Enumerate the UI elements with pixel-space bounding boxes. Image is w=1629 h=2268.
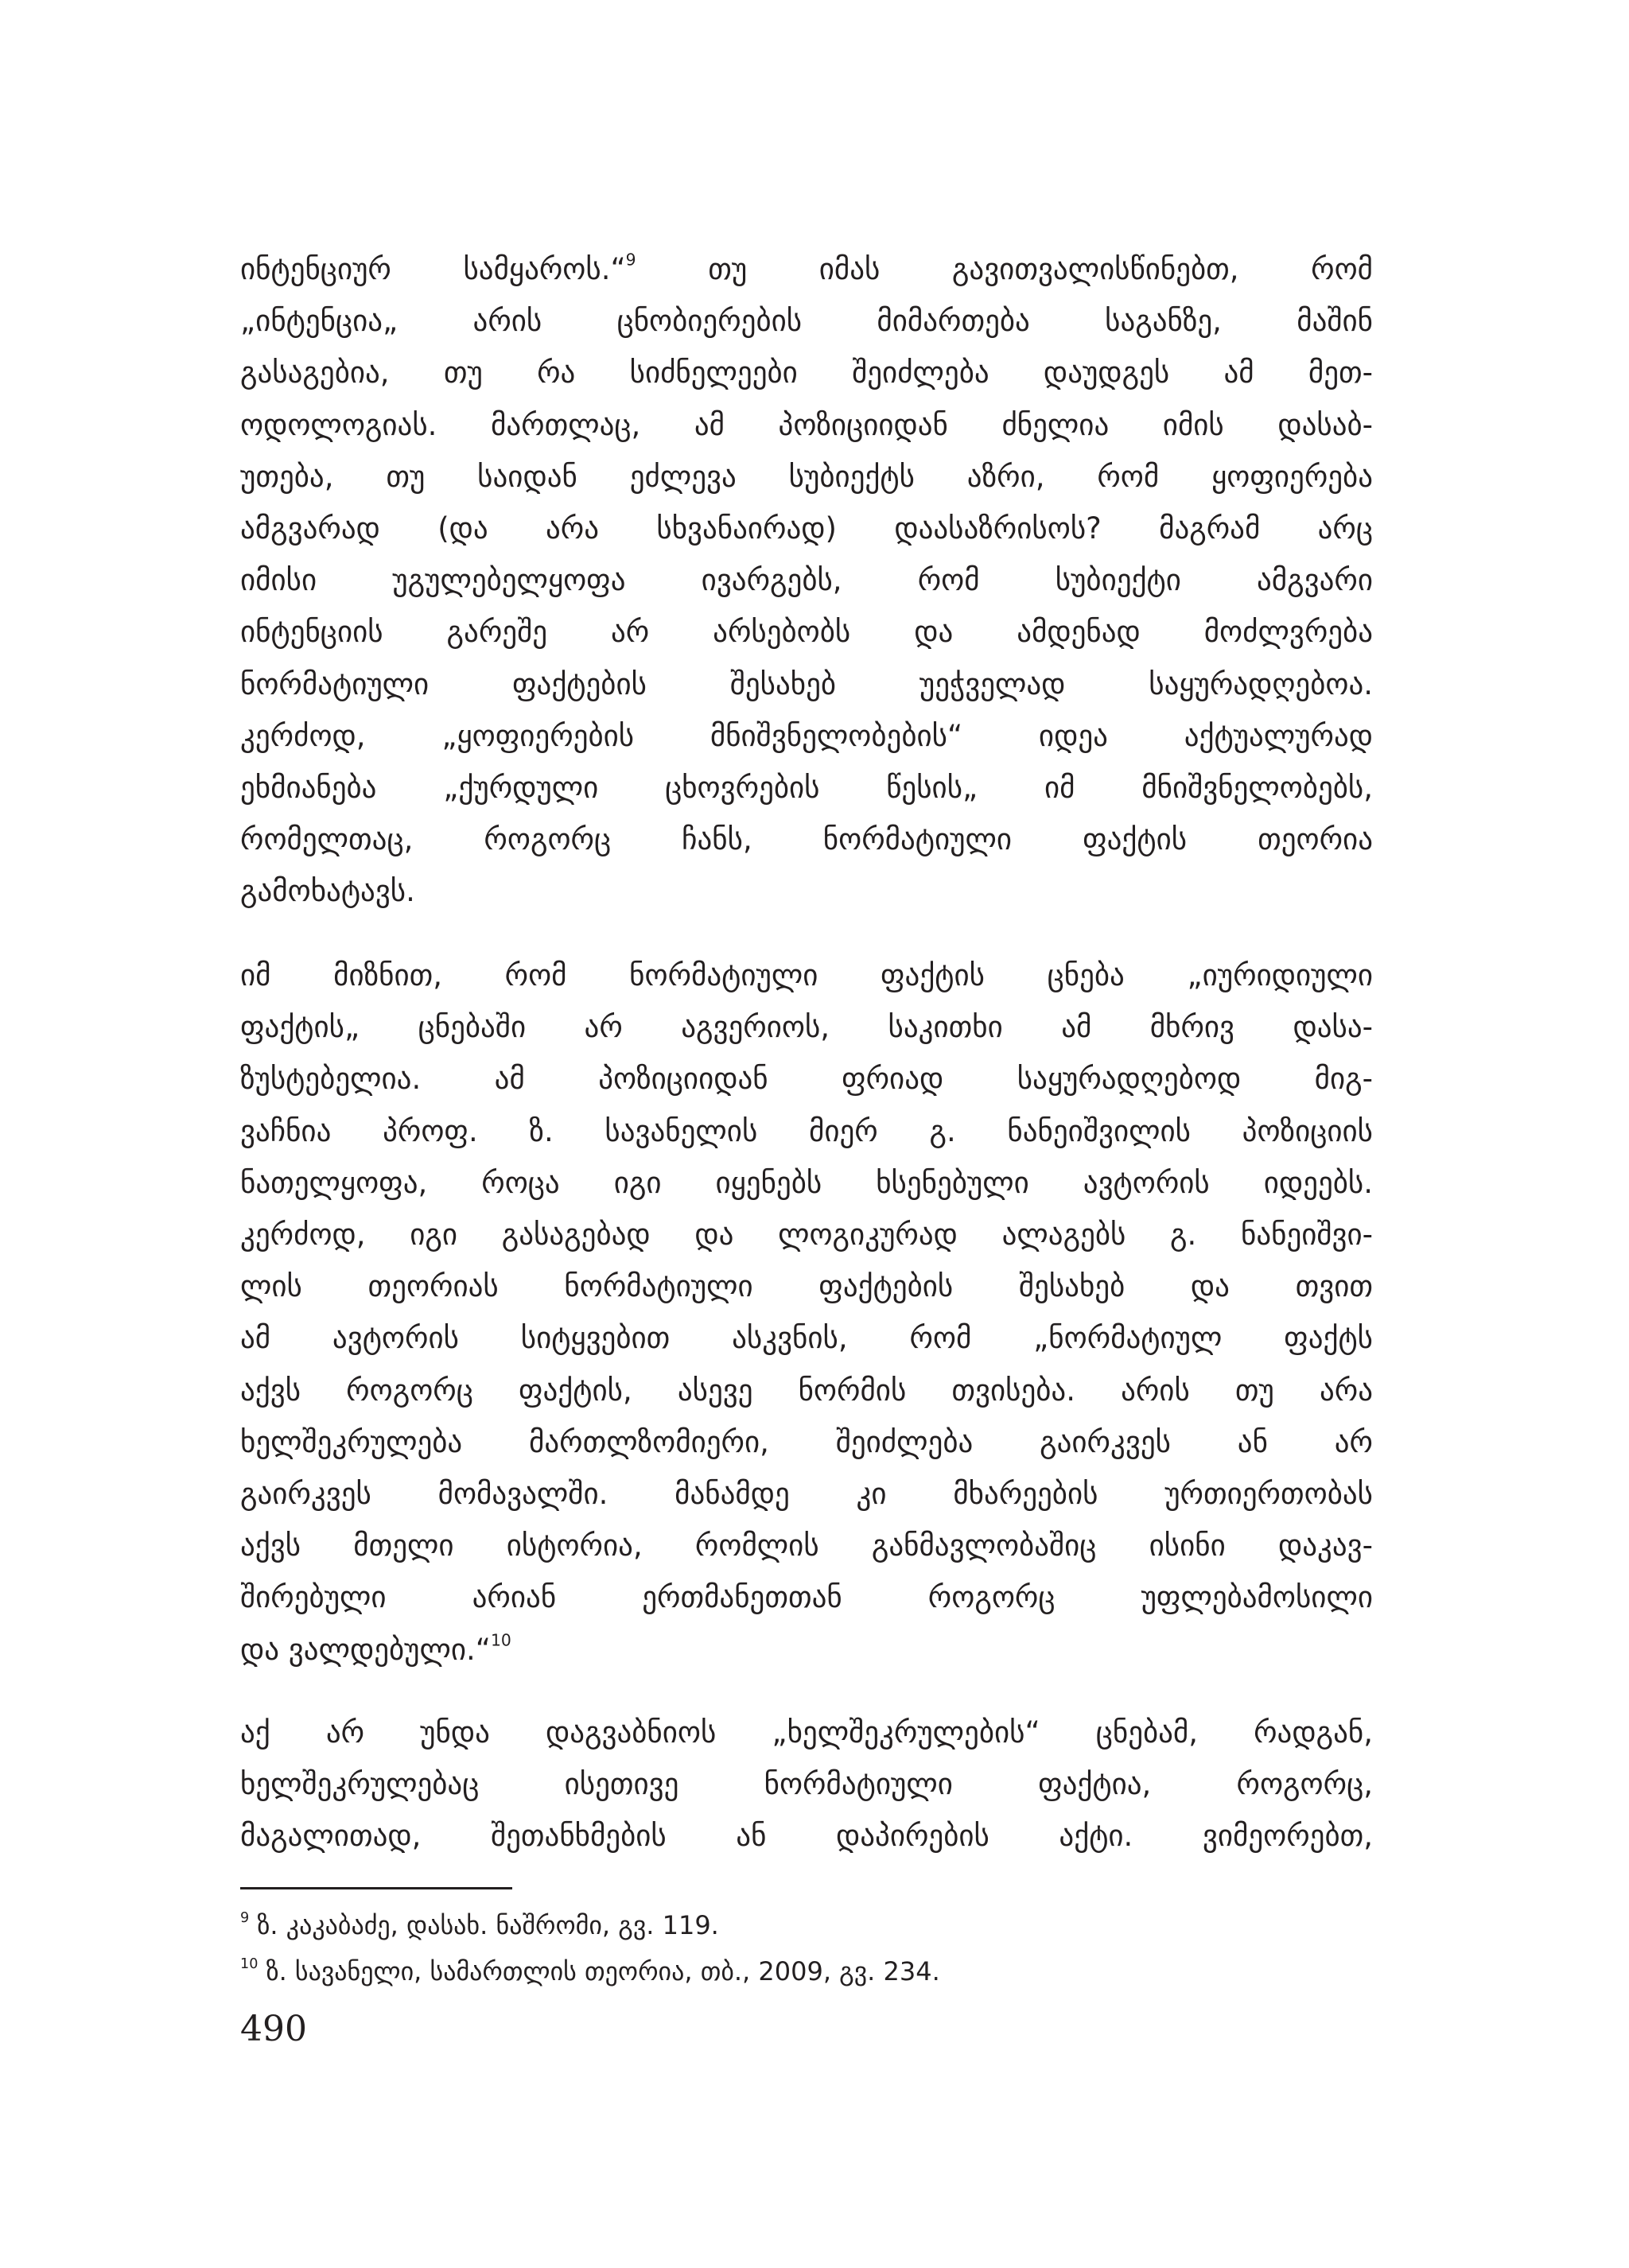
paragraph-line: ამ ავტორის სიტყვებით ასკვნის, რომ „ნორმატიულ ფაქტს — [240, 1321, 1373, 1356]
footnote-reference-9[interactable]: 9 — [625, 250, 636, 270]
paragraph-line: ლის თეორიას ნორმატიული ფაქტების შესახებ და თვით — [240, 1269, 1373, 1304]
paragraph-line: გასაგებია, თუ რა სიძნელეები შეიძლება დაუდგეს ამ მეთ- — [240, 355, 1373, 390]
paragraph-2 — [240, 950, 1373, 1676]
paragraph-line: იმ მიზნით, რომ ნორმატიული ფაქტის ცნება „იურიდიული — [240, 958, 1373, 992]
footnote-text: ზ. სავანელი, სამართლის თეორია, თბ., 2009, გვ. 234. — [258, 1956, 940, 1986]
paragraph-line: შირებული არიან ერთმანეთთან როგორც უფლებამოსილი — [240, 1580, 1373, 1615]
paragraph-line: ამგვარად (და არა სხვანაირად) დაასაზრისოს? მაგრამ არც — [240, 511, 1373, 546]
paragraph-line: აქვს როგორც ფაქტის, ასევე ნორმის თვისება. არის თუ არა — [240, 1373, 1373, 1408]
paragraph-3 — [240, 1707, 1373, 1862]
paragraph-line: უთება, თუ საიდან ეძლევა სუბიექტს აზრი, რომ ყოფიერება — [240, 459, 1373, 494]
paragraph-line: გაირკვეს მომავალში. მანამდე კი მხარეების ურთიერთობას — [240, 1477, 1373, 1512]
paragraph-line: ნათელყოფა, როცა იგი იყენებს ხსენებული ავტორის იდეებს. — [240, 1165, 1373, 1200]
paragraph-line: კერძოდ, იგი გასაგებად და ლოგიკურად ალაგებს გ. ნანეიშვი- — [240, 1217, 1373, 1252]
paragraph-1 — [240, 243, 1373, 918]
paragraph-line: აქ არ უნდა დაგვაბნიოს „ხელშეკრულების“ ცნებამ, რადგან, — [240, 1715, 1373, 1750]
footnote-9 — [240, 1902, 1373, 1948]
footnote-reference-10[interactable]: 10 — [490, 1630, 511, 1650]
footnote-marker: 10 — [240, 1956, 259, 1973]
paragraph-line: ეხმიანება „ქურდული ცხოვრების წესის„ იმ მნიშვნელობებს, — [240, 771, 1373, 806]
footnotes — [240, 1902, 1373, 1994]
page-number: 490 — [240, 2009, 307, 2049]
paragraph-line: აქვს მთელი ისტორია, რომლის განმავლობაშიც ისინი დაკავ- — [240, 1528, 1373, 1563]
footnote-marker: 9 — [240, 1910, 250, 1927]
paragraph-line: და ვალდებული.“$^{10}$ — [240, 1630, 511, 1667]
paragraph-line: ვაჩნია პროფ. ზ. სავანელის მიერ გ. ნანეიშვილის პოზიციის — [240, 1113, 1373, 1148]
footnote-separator — [240, 1887, 512, 1889]
paragraph-line: ხელშეკრულება მართლზომიერი, შეიძლება გაირკვეს ან არ — [240, 1424, 1373, 1459]
paragraph-line: ხელშეკრულებაც ისეთივე ნორმატიული ფაქტია, როგორც, — [240, 1767, 1373, 1802]
paragraph-line: იმისი უგულებელყოფა ივარგებს, რომ სუბიექტი ამგვარი — [240, 563, 1373, 598]
paragraph-line: კერძოდ, „ყოფიერების მნიშვნელობების“ იდეა აქტუალურად — [240, 718, 1373, 753]
paragraph-line: ზუსტებელია. ამ პოზიციიდან ფრიად საყურადღებოდ მიგ- — [240, 1062, 1373, 1097]
paragraph-line: გამოხატავს. — [240, 874, 415, 909]
paragraph-line: ინტენციის გარეშე არ არსებობს და ამდენად მოძლვრება — [240, 615, 1373, 650]
paragraph-line: ინტენციურ სამყაროს.“$^9$ თუ იმას გავითვალისწინებთ, რომ — [240, 250, 1373, 286]
paragraph-line: რომელთაც, როგორც ჩანს, ნორმატიული ფაქტის თეორია — [240, 822, 1373, 857]
paragraph-line: ნორმატიული ფაქტების შესახებ უეჭველად საყურადღებოა. — [240, 666, 1373, 701]
paragraph-line: ოდოლოგიას. მართლაც, ამ პოზიციიდან ძნელია იმის დასაბ- — [240, 407, 1373, 442]
paragraph-line: „ინტენცია„ არის ცნობიერების მიმართება საგანზე, მაშინ — [240, 304, 1373, 339]
footnote-10 — [240, 1948, 1373, 1994]
footnote-text: ზ. კაკაბაძე, დასახ. ნაშრომი, გვ. 119. — [249, 1910, 719, 1940]
paragraph-line: ფაქტის„ ცნებაში არ აგვერიოს, საკითხი ამ მხრივ დასა- — [240, 1010, 1373, 1045]
paragraph-line: მაგალითად, შეთანხმების ან დაპირების აქტი. ვიმეორებთ, — [240, 1819, 1373, 1854]
